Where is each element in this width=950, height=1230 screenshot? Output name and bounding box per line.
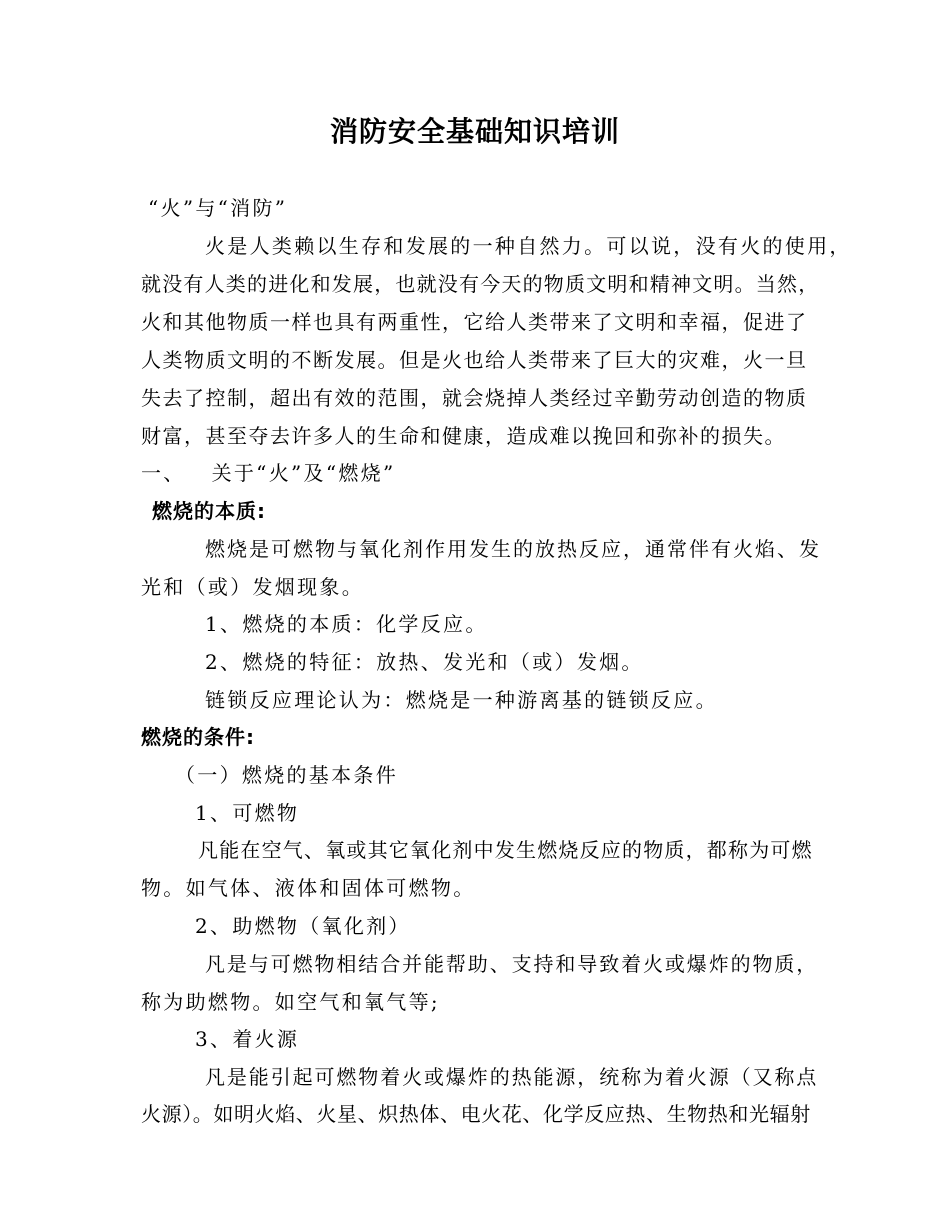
intro-line-5: 失去了控制，超出有效的范围，就会烧掉人类经过辛勤劳动创造的物质 xyxy=(141,386,808,410)
ignition-line-1: 凡是能引起可燃物着火或爆炸的热能源，统称为着火源（又称点 xyxy=(205,1065,819,1089)
essence-point-1: 1、燃烧的本质：化学反应。 xyxy=(205,612,488,636)
section-fire-heading: “火”与“消防” xyxy=(148,196,288,220)
page-title: 消防安全基础知识培训 xyxy=(329,115,620,148)
combustible-title: 1、可燃物 xyxy=(195,801,300,825)
oxidizer-line-1: 凡是与可燃物相结合并能帮助、支持和导致着火或爆炸的物质， xyxy=(205,952,819,976)
intro-line-4: 人类物质文明的不断发展。但是火也给人类带来了巨大的灾难，火一旦 xyxy=(141,348,808,372)
ignition-title: 3、着火源 xyxy=(195,1027,300,1051)
ignition-line-2: 火源）。如明火焰、火星、炽热体、电火花、化学反应热、生物热和光辐射 xyxy=(141,1102,811,1126)
oxidizer-title: 2、助燃物（氧化剂） xyxy=(195,914,411,938)
basic-conditions-heading: （一）燃烧的基本条件 xyxy=(175,763,398,787)
combustible-line-1: 凡能在空气、氧或其它氧化剂中发生燃烧反应的物质，都称为可燃 xyxy=(198,838,813,862)
essence-line-2: 光和（或）发烟现象。 xyxy=(141,575,364,599)
oxidizer-line-2: 称为助燃物。如空气和氧气等; xyxy=(141,990,440,1014)
intro-line-2: 就没有人类的进化和发展，也就没有今天的物质文明和精神文明。当然， xyxy=(141,272,820,296)
conditions-heading: 燃烧的条件: xyxy=(141,725,255,749)
combustible-line-2: 物。如气体、液体和固体可燃物。 xyxy=(141,876,476,900)
essence-heading: 燃烧的本质: xyxy=(152,499,266,523)
intro-line-6: 财富，甚至夺去许多人的生命和健康，造成难以挽回和弥补的损失。 xyxy=(141,424,786,448)
essence-line-1: 燃烧是可燃物与氧化剂作用发生的放热反应，通常伴有火焰、发 xyxy=(205,537,821,561)
intro-line-3: 火和其他物质一样也具有两重性，它给人类带来了文明和幸福，促进了 xyxy=(141,310,808,334)
essence-point-2: 2、燃烧的特征：放热、发光和（或）发烟。 xyxy=(205,650,644,674)
chain-reaction-text: 链锁反应理论认为：燃烧是一种游离基的链锁反应。 xyxy=(205,688,718,712)
heading-one: 一、 关于“火”及“燃烧” xyxy=(141,461,396,485)
intro-line-1: 火是人类赖以生存和发展的一种自然力。可以说，没有火的使用， xyxy=(205,234,852,258)
